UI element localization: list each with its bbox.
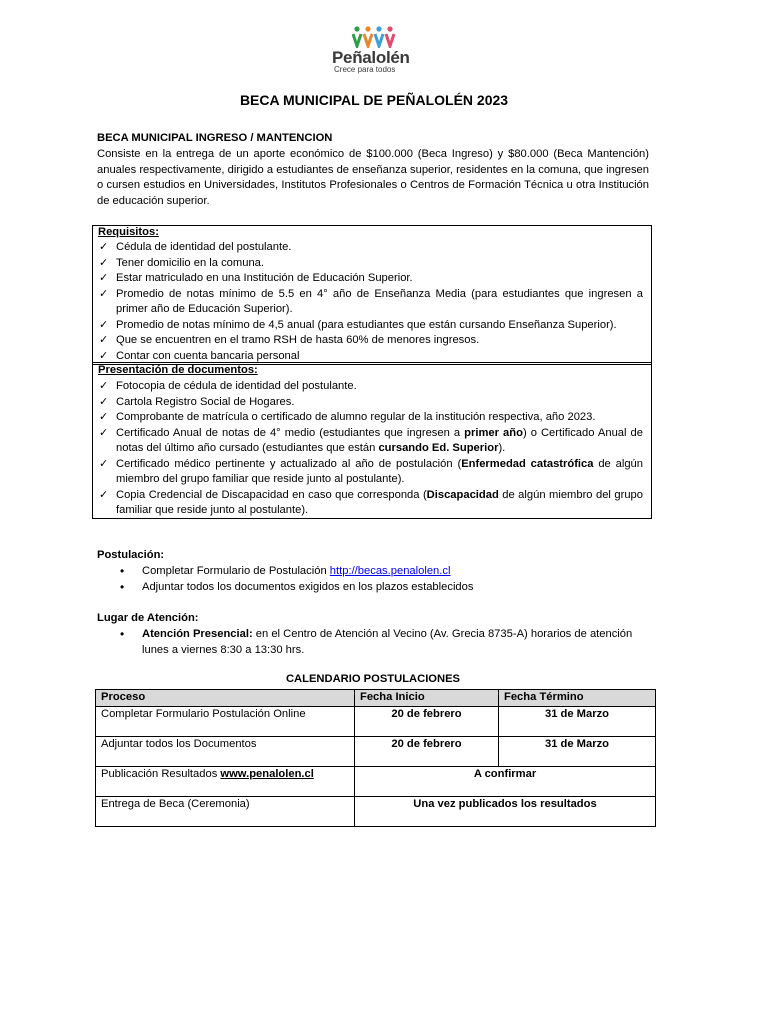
bullet-icon: • bbox=[120, 627, 125, 641]
check-icon: ✓ bbox=[99, 241, 109, 253]
list-item: ✓ Fotocopia de cédula de identidad del postulante. bbox=[98, 379, 643, 395]
penalolen-logo bbox=[330, 26, 422, 72]
penalolen-link[interactable]: www.penalolen.cl bbox=[220, 768, 314, 780]
bullet-icon: • bbox=[120, 579, 125, 594]
postulacion-list bbox=[120, 564, 650, 595]
logo-tagline: Crece para todos bbox=[334, 65, 396, 74]
list-item: • Atención Presencial: en el Centro de Atención al Vecino (Av. Grecia 8735-A) horarios de atención lunes a viernes 8:30 a 13:30 hrs. bbox=[120, 627, 633, 656]
lugar-list bbox=[120, 627, 650, 658]
list-item: ✓ Certificado Anual de notas de 4° medio (estudiantes que ingresen a primer año) o Certificado Anual de notas del último año cursado (estudiantes que están cursando Ed. Superior). bbox=[99, 426, 643, 454]
check-icon: ✓ bbox=[99, 256, 109, 269]
requisitos-box bbox=[92, 225, 652, 365]
check-icon: ✓ bbox=[99, 349, 109, 362]
list-item: ✓ Cédula de identidad del postulante. bbox=[98, 240, 643, 256]
list-item: ✓ Estar matriculado en una Institución de Educación Superior. bbox=[98, 271, 643, 287]
calendar-title: CALENDARIO POSTULACIONES bbox=[285, 673, 461, 685]
list-item: ✓ Tener domicilio en la comuna. bbox=[98, 256, 643, 272]
list-item: ✓ Promedio de notas mínimo de 4,5 anual (para estudiantes que están cursando Enseñanza Superior). bbox=[98, 318, 643, 334]
calendar-table bbox=[95, 689, 656, 827]
table-row: Completar Formulario Postulación Online 20 de febrero 31 de Marzo bbox=[96, 707, 656, 737]
list-item: ✓ Contar con cuenta bancaria personal bbox=[98, 349, 643, 365]
documentos-box bbox=[92, 362, 652, 519]
logo-name: Peñalolén bbox=[332, 48, 410, 67]
list-item: ✓ Promedio de notas mínimo de 5.5 en 4° año de Enseñanza Media (para estudiantes que ingresen a primer año de Educación Superior). bbox=[99, 287, 643, 315]
intro-heading: BECA MUNICIPAL INGRESO / MANTENCION bbox=[97, 132, 333, 144]
list-item: • Adjuntar todos los documentos exigidos en los plazos establecidos bbox=[120, 579, 474, 594]
requisitos-heading: Requisitos: bbox=[98, 226, 159, 238]
check-icon: ✓ bbox=[99, 287, 109, 300]
check-icon: ✓ bbox=[99, 380, 109, 392]
check-icon: ✓ bbox=[99, 395, 109, 408]
requisitos-list bbox=[98, 240, 643, 364]
document-title: BECA MUNICIPAL DE PEÑALOLÉN 2023 bbox=[239, 92, 509, 108]
list-item: ✓ Certificado médico pertinente y actualizado al año de postulación (Enfermedad catastrófica de algún miembro del grupo familiar que reside junto al postulante). bbox=[99, 457, 643, 485]
list-item: ✓ Cartola Registro Social de Hogares. bbox=[98, 395, 643, 411]
check-icon: ✓ bbox=[99, 318, 109, 331]
list-item: ✓ Copia Credencial de Discapacidad en caso que corresponda (Discapacidad de algún miembro del grupo familiar que reside junto al postulante). bbox=[99, 488, 643, 516]
header-proceso: Proceso bbox=[96, 690, 355, 707]
check-icon: ✓ bbox=[99, 426, 109, 439]
table-row: Publicación Resultados www.penalolen.cl A confirmar bbox=[96, 767, 656, 797]
list-item: • Completar Formulario de Postulación http://becas.penalolen.cl bbox=[120, 564, 451, 578]
check-icon: ✓ bbox=[99, 334, 109, 346]
becas-link[interactable]: http://becas.penalolen.cl bbox=[329, 565, 451, 577]
people-figures-icon bbox=[352, 26, 400, 48]
list-item: ✓ Comprobante de matrícula o certificado de alumno regular de la institución respectiva, año 2023. bbox=[98, 410, 643, 426]
intro-paragraph: Consiste en la entrega de un aporte económico de $100.000 (Beca Ingreso) y $80.000 (Beca Mantención) anuales respectivamente, dirigido a estudiantes de enseñanza superior, residentes en la comuna, que ingresen o cursen estudios en Universidades, Institutos Profesionales o Centros de Formación Técnica u otra Institución de educación superior. bbox=[97, 148, 649, 207]
documentos-list bbox=[98, 379, 643, 519]
header-fecha-termino: Fecha Término bbox=[499, 690, 656, 707]
table-row: Adjuntar todos los Documentos 20 de febrero 31 de Marzo bbox=[96, 737, 656, 767]
bullet-icon: • bbox=[120, 564, 125, 578]
header-fecha-inicio: Fecha Inicio bbox=[355, 690, 499, 707]
check-icon: ✓ bbox=[99, 272, 109, 284]
check-icon: ✓ bbox=[99, 411, 109, 423]
postulacion-heading: Postulación: bbox=[97, 549, 165, 561]
documentos-heading: Presentación de documentos: bbox=[98, 364, 258, 376]
list-item: ✓ Que se encuentren en el tramo RSH de hasta 60% de menores ingresos. bbox=[98, 333, 643, 349]
table-row: Entrega de Beca (Ceremonia) Una vez publicados los resultados bbox=[96, 797, 656, 827]
check-icon: ✓ bbox=[99, 488, 109, 501]
check-icon: ✓ bbox=[99, 457, 109, 470]
table-header-row bbox=[96, 690, 656, 707]
lugar-heading: Lugar de Atención: bbox=[97, 612, 199, 624]
